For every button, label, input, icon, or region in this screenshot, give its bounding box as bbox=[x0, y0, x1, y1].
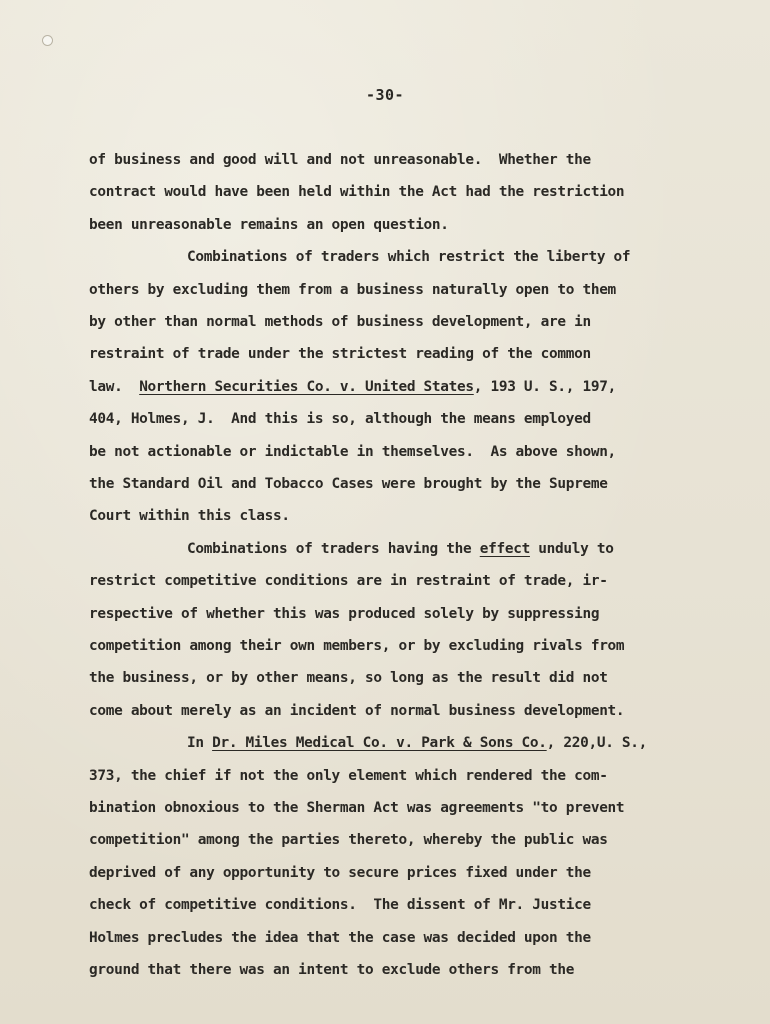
text-segment: respective of whether this was produced solely by suppressing bbox=[89, 606, 600, 622]
text-segment: 404, Holmes, J. And this is so, although the means employed bbox=[89, 411, 591, 427]
text-segment: the business, or by other means, so long as the result did not bbox=[89, 670, 608, 686]
text-segment: , 193 U. S., 197, bbox=[473, 379, 616, 395]
text-line bbox=[89, 403, 591, 435]
text-line bbox=[89, 209, 449, 241]
text-segment: Court within this class. bbox=[89, 508, 290, 524]
text-segment: deprived of any opportunity to secure prices fixed under the bbox=[89, 865, 591, 881]
text-line bbox=[187, 241, 630, 273]
text-segment: been unreasonable remains an open question. bbox=[89, 217, 449, 233]
text-line bbox=[89, 371, 616, 403]
text-segment: restrict competitive conditions are in restraint of trade, ir- bbox=[89, 573, 608, 589]
case-citation: Northern Securities Co. v. United States bbox=[139, 379, 474, 395]
text-segment: law. bbox=[89, 379, 140, 395]
text-segment: competition" among the parties thereto, whereby the public was bbox=[89, 832, 608, 848]
page-number: -30- bbox=[365, 86, 405, 104]
text-line bbox=[89, 274, 616, 306]
text-segment: competition among their own members, or by excluding rivals from bbox=[89, 638, 625, 654]
text-line bbox=[89, 824, 608, 856]
text-segment: by other than normal methods of business development, are in bbox=[89, 314, 591, 330]
text-segment: Combinations of traders which restrict the liberty of bbox=[187, 249, 631, 265]
text-line bbox=[89, 176, 624, 208]
text-line bbox=[89, 598, 599, 630]
text-segment: , 220,U. S., bbox=[546, 735, 648, 751]
text-line bbox=[89, 922, 591, 954]
text-segment: Holmes precludes the idea that the case was decided upon the bbox=[89, 930, 591, 946]
text-line bbox=[89, 306, 591, 338]
text-line bbox=[89, 565, 608, 597]
text-segment: In bbox=[187, 735, 213, 751]
text-segment: restraint of trade under the strictest reading of the common bbox=[89, 346, 591, 362]
text-segment: contract would have been held within the Act had the restriction bbox=[89, 184, 625, 200]
text-segment: bination obnoxious to the Sherman Act was agreements "to prevent bbox=[89, 800, 625, 816]
text-line bbox=[89, 954, 574, 986]
text-line bbox=[187, 533, 614, 565]
text-line bbox=[89, 792, 624, 824]
text-segment: be not actionable or indictable in themselves. As above shown, bbox=[89, 444, 616, 460]
case-citation: Dr. Miles Medical Co. v. Park & Sons Co. bbox=[212, 735, 547, 751]
text-line bbox=[89, 468, 608, 500]
text-line bbox=[89, 760, 608, 792]
text-line bbox=[89, 889, 591, 921]
text-segment: others by excluding them from a business naturally open to them bbox=[89, 282, 616, 298]
text-line bbox=[187, 727, 647, 759]
text-line bbox=[89, 500, 290, 532]
text-line bbox=[89, 857, 591, 889]
text-segment: unduly to bbox=[529, 541, 614, 557]
text-segment: the Standard Oil and Tobacco Cases were brought by the Supreme bbox=[89, 476, 608, 492]
text-segment: Combinations of traders having the bbox=[187, 541, 480, 557]
text-line bbox=[89, 436, 616, 468]
text-line bbox=[89, 338, 591, 370]
text-segment: of business and good will and not unreasonable. Whether the bbox=[89, 152, 591, 168]
text-segment: check of competitive conditions. The dissent of Mr. Justice bbox=[89, 897, 591, 913]
text-segment: 373, the chief if not the only element which rendered the com- bbox=[89, 768, 608, 784]
case-citation: effect bbox=[479, 541, 530, 557]
text-segment: ground that there was an intent to exclude others from the bbox=[89, 962, 575, 978]
text-line bbox=[89, 630, 624, 662]
text-line bbox=[89, 662, 608, 694]
text-line bbox=[89, 144, 591, 176]
punch-hole bbox=[43, 36, 52, 45]
text-segment: come about merely as an incident of normal business development. bbox=[89, 703, 625, 719]
text-line bbox=[89, 695, 624, 727]
